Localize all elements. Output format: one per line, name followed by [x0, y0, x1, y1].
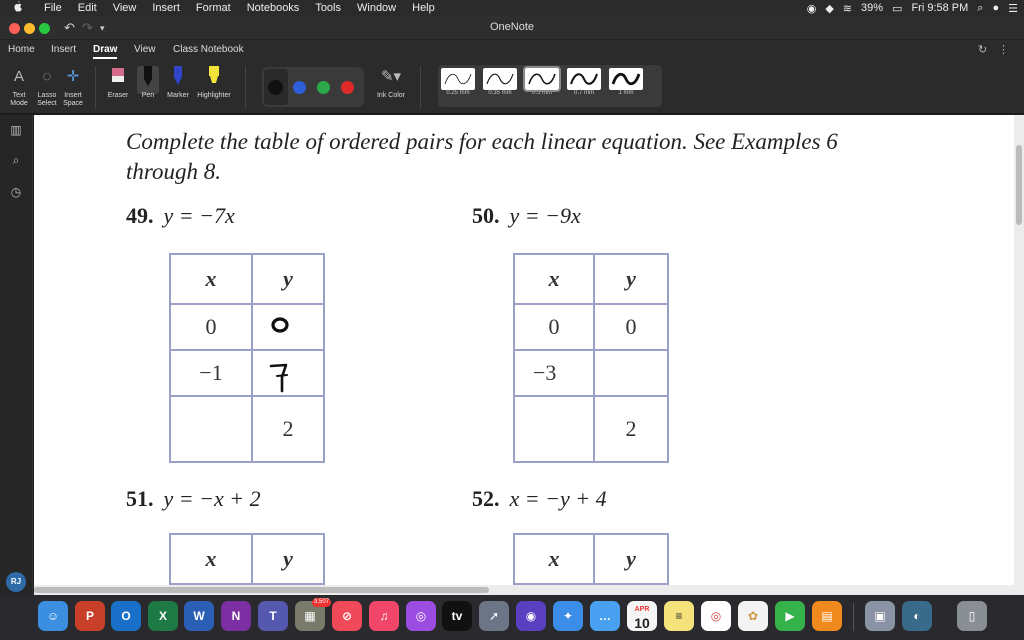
notification-center-icon[interactable]: ☰: [1008, 2, 1018, 15]
problem-49-heading: [126, 203, 235, 229]
title-bar: [0, 16, 1024, 40]
dock: [0, 595, 1024, 640]
battery-percent: 39%: [861, 2, 884, 14]
problem-equation: y = −x + 2: [163, 486, 261, 511]
podcasts-icon[interactable]: ◎: [406, 601, 436, 631]
color-swatch-blue[interactable]: [293, 81, 306, 94]
facetime-icon[interactable]: ▶: [775, 601, 805, 631]
pen-label: Pen: [141, 92, 155, 99]
menu-window[interactable]: Window: [357, 2, 397, 14]
menu-insert[interactable]: Insert: [152, 2, 180, 14]
thickness-option-1mm[interactable]: [607, 68, 645, 104]
news-icon[interactable]: ⊘: [332, 601, 362, 631]
calendar-icon[interactable]: [627, 601, 657, 631]
books-icon[interactable]: ▤: [812, 601, 842, 631]
eraser-button[interactable]: [102, 66, 134, 100]
word-icon[interactable]: W: [184, 601, 214, 631]
eraser-icon: [102, 66, 134, 88]
ribbon-divider: [420, 66, 421, 108]
trash-icon[interactable]: ▯: [957, 601, 987, 631]
handwritten-ink-seven[interactable]: [268, 361, 292, 395]
note-page[interactable]: [34, 115, 1014, 585]
highlighter-button[interactable]: [193, 66, 235, 100]
spotlight-search-icon[interactable]: ⌕: [977, 1, 984, 14]
ribbon-divider: [245, 66, 246, 108]
horizontal-scrollbar[interactable]: [34, 585, 1024, 595]
dock-divider: [853, 603, 854, 631]
ink-color-icon: ✎▾: [380, 68, 402, 85]
problem-50-table: [513, 253, 669, 463]
page-instructions: Complete the table of ordered pairs for each linear equation. See Examples 6 through 8.: [126, 129, 838, 184]
left-navigation: [0, 115, 33, 595]
calendar-day: 10: [634, 615, 650, 631]
table-cell-x[interactable]: [514, 396, 594, 462]
thickness-option-0-7mm[interactable]: [565, 68, 603, 104]
chrome-icon[interactable]: ◎: [701, 601, 731, 631]
messages-icon[interactable]: …: [590, 601, 620, 631]
menu-notebooks[interactable]: Notebooks: [246, 2, 300, 14]
table-header-x: x: [170, 534, 252, 584]
table-header-y: y: [252, 534, 324, 584]
search-icon[interactable]: ⌕: [12, 153, 20, 167]
outlook-icon[interactable]: O: [111, 601, 141, 631]
apple-tv-icon[interactable]: tv: [442, 601, 472, 631]
ribbon-divider: [95, 66, 96, 108]
ink-color-button[interactable]: [372, 66, 410, 100]
table-header-y: y: [252, 254, 324, 304]
thickness-option-0-5mm[interactable]: [523, 68, 561, 104]
status-record-icon[interactable]: ◉: [806, 2, 817, 15]
vertical-scroll-thumb[interactable]: [1016, 145, 1022, 225]
thickness-option-0-25mm[interactable]: [439, 68, 477, 104]
thickness-option-0-35mm[interactable]: [481, 68, 519, 104]
notification-badge: 3,507: [313, 599, 329, 605]
insert-space-label: Insert Space: [63, 92, 83, 107]
problem-52-heading: [472, 486, 607, 512]
lasso-select-label: Lasso Select: [37, 92, 57, 107]
table-cell-x[interactable]: 0: [170, 304, 252, 350]
problem-equation: y = −7x: [163, 203, 235, 228]
calendar-month: APR: [634, 606, 650, 613]
wifi-icon[interactable]: ≋: [842, 2, 852, 15]
problem-51-heading: [126, 486, 261, 512]
table-header-x: x: [514, 534, 594, 584]
onenote-icon[interactable]: N: [221, 601, 251, 631]
color-swatch-red[interactable]: [341, 81, 354, 94]
notes-icon[interactable]: ≡: [664, 601, 694, 631]
menu-view[interactable]: View: [112, 2, 137, 14]
text-mode-label: Text Mode: [10, 92, 28, 107]
highlighter-label: Highlighter: [197, 92, 231, 99]
problem-equation: y = −9x: [509, 203, 581, 228]
text-mode-icon: A: [13, 68, 24, 85]
menu-file[interactable]: File: [44, 2, 62, 14]
pen-thickness-options: [438, 65, 662, 107]
table-cell-x[interactable]: −1: [170, 350, 252, 396]
marker-icon: [165, 66, 191, 88]
thickness-label: 0.5 mm: [531, 90, 552, 96]
menu-help[interactable]: Help: [412, 2, 435, 14]
table-cell-y[interactable]: 2: [594, 396, 668, 462]
photos-icon[interactable]: ✿: [738, 601, 768, 631]
problem-number: 51.: [126, 486, 154, 511]
notebooks-icon[interactable]: ▥: [10, 123, 22, 137]
table-header-y: y: [594, 534, 668, 584]
tab-home[interactable]: Home: [8, 44, 35, 55]
table-cell-x[interactable]: [170, 396, 252, 462]
thickness-label: 0.35 mm: [488, 90, 512, 96]
color-swatch-green[interactable]: [317, 81, 330, 94]
problem-number: 49.: [126, 203, 154, 228]
lasso-icon: ◌: [42, 68, 52, 85]
highlighter-icon: [193, 66, 235, 88]
dropbox-icon[interactable]: ◆: [825, 2, 834, 15]
thickness-label: 1 mm: [618, 90, 634, 96]
table-header-y: y: [594, 254, 668, 304]
color-swatch-black[interactable]: [268, 80, 283, 95]
downloads-stack-icon[interactable]: ▣: [865, 601, 895, 631]
table-cell-y[interactable]: 2: [252, 396, 324, 462]
user-avatar[interactable]: RJ: [6, 572, 26, 592]
problem-51-table: [169, 533, 325, 585]
ribbon-tabs: [0, 40, 1024, 60]
undo-icon[interactable]: ↶: [64, 20, 75, 35]
table-cell-x[interactable]: −3: [514, 350, 594, 396]
problem-52-table: [513, 533, 669, 585]
redo-icon[interactable]: ↷: [82, 20, 93, 35]
problem-number: 50.: [472, 203, 500, 228]
vertical-scrollbar[interactable]: [1014, 115, 1024, 585]
eraser-label: Eraser: [107, 92, 129, 99]
safari-icon[interactable]: ✦: [553, 601, 583, 631]
finder-icon[interactable]: ☺: [38, 601, 68, 631]
problem-50-heading: [472, 203, 581, 229]
text-mode-button[interactable]: [6, 66, 32, 108]
tab-insert[interactable]: Insert: [51, 44, 77, 55]
marker-label: Marker: [167, 92, 189, 99]
horizontal-scroll-thumb[interactable]: [34, 587, 489, 593]
powerpoint-icon[interactable]: P: [75, 601, 105, 631]
screen-time-icon[interactable]: ◐: [902, 601, 932, 631]
problem-number: 52.: [472, 486, 500, 511]
table-cell-y[interactable]: [594, 350, 668, 396]
preview-icon[interactable]: ▦ 3,507: [295, 601, 325, 631]
table-header-x: x: [514, 254, 594, 304]
window-title: OneNote: [489, 21, 535, 33]
excel-icon[interactable]: X: [148, 601, 178, 631]
insert-space-button[interactable]: [60, 66, 86, 108]
menu-format[interactable]: Format: [195, 2, 231, 14]
problem-49-table: [169, 253, 325, 463]
more-options-icon[interactable]: ⋮: [998, 44, 1009, 56]
tab-view[interactable]: View: [134, 44, 156, 55]
marker-button[interactable]: [165, 66, 191, 100]
pen-icon: [137, 66, 159, 88]
sync-icon[interactable]: ↻: [978, 44, 988, 56]
insert-space-icon: ✛: [66, 68, 80, 85]
teams-icon[interactable]: T: [258, 601, 288, 631]
menu-tools[interactable]: Tools: [315, 2, 341, 14]
menu-edit[interactable]: Edit: [77, 2, 97, 14]
recent-notes-clock-icon[interactable]: ◷: [10, 185, 22, 199]
launchpad-icon[interactable]: ➚: [479, 601, 509, 631]
menu-bar: [0, 0, 1024, 16]
customize-toolbar-icon[interactable]: ▾: [100, 23, 105, 33]
ink-color-swatches: [262, 67, 364, 107]
battery-icon[interactable]: ▭: [892, 2, 903, 15]
problem-equation: x = −y + 4: [509, 486, 607, 511]
tab-class-notebook[interactable]: Class Notebook: [173, 44, 244, 55]
music-icon[interactable]: ♫: [369, 601, 399, 631]
siri-app-icon[interactable]: ◉: [516, 601, 546, 631]
handwritten-ink-zero[interactable]: [268, 314, 292, 336]
tab-draw[interactable]: Draw: [93, 44, 118, 55]
table-cell-y[interactable]: 0: [594, 304, 668, 350]
thickness-label: 0.7 mm: [573, 90, 594, 96]
table-header-x: x: [170, 254, 252, 304]
menubar-clock[interactable]: Fri 9:58 PM: [911, 2, 969, 14]
ink-color-label: Ink Color: [376, 92, 405, 99]
table-cell-x[interactable]: 0: [514, 304, 594, 350]
thickness-label: 0.25 mm: [446, 90, 470, 96]
pen-button[interactable]: [137, 66, 159, 100]
siri-icon[interactable]: ●: [992, 2, 1000, 14]
lasso-select-button[interactable]: [34, 66, 60, 108]
